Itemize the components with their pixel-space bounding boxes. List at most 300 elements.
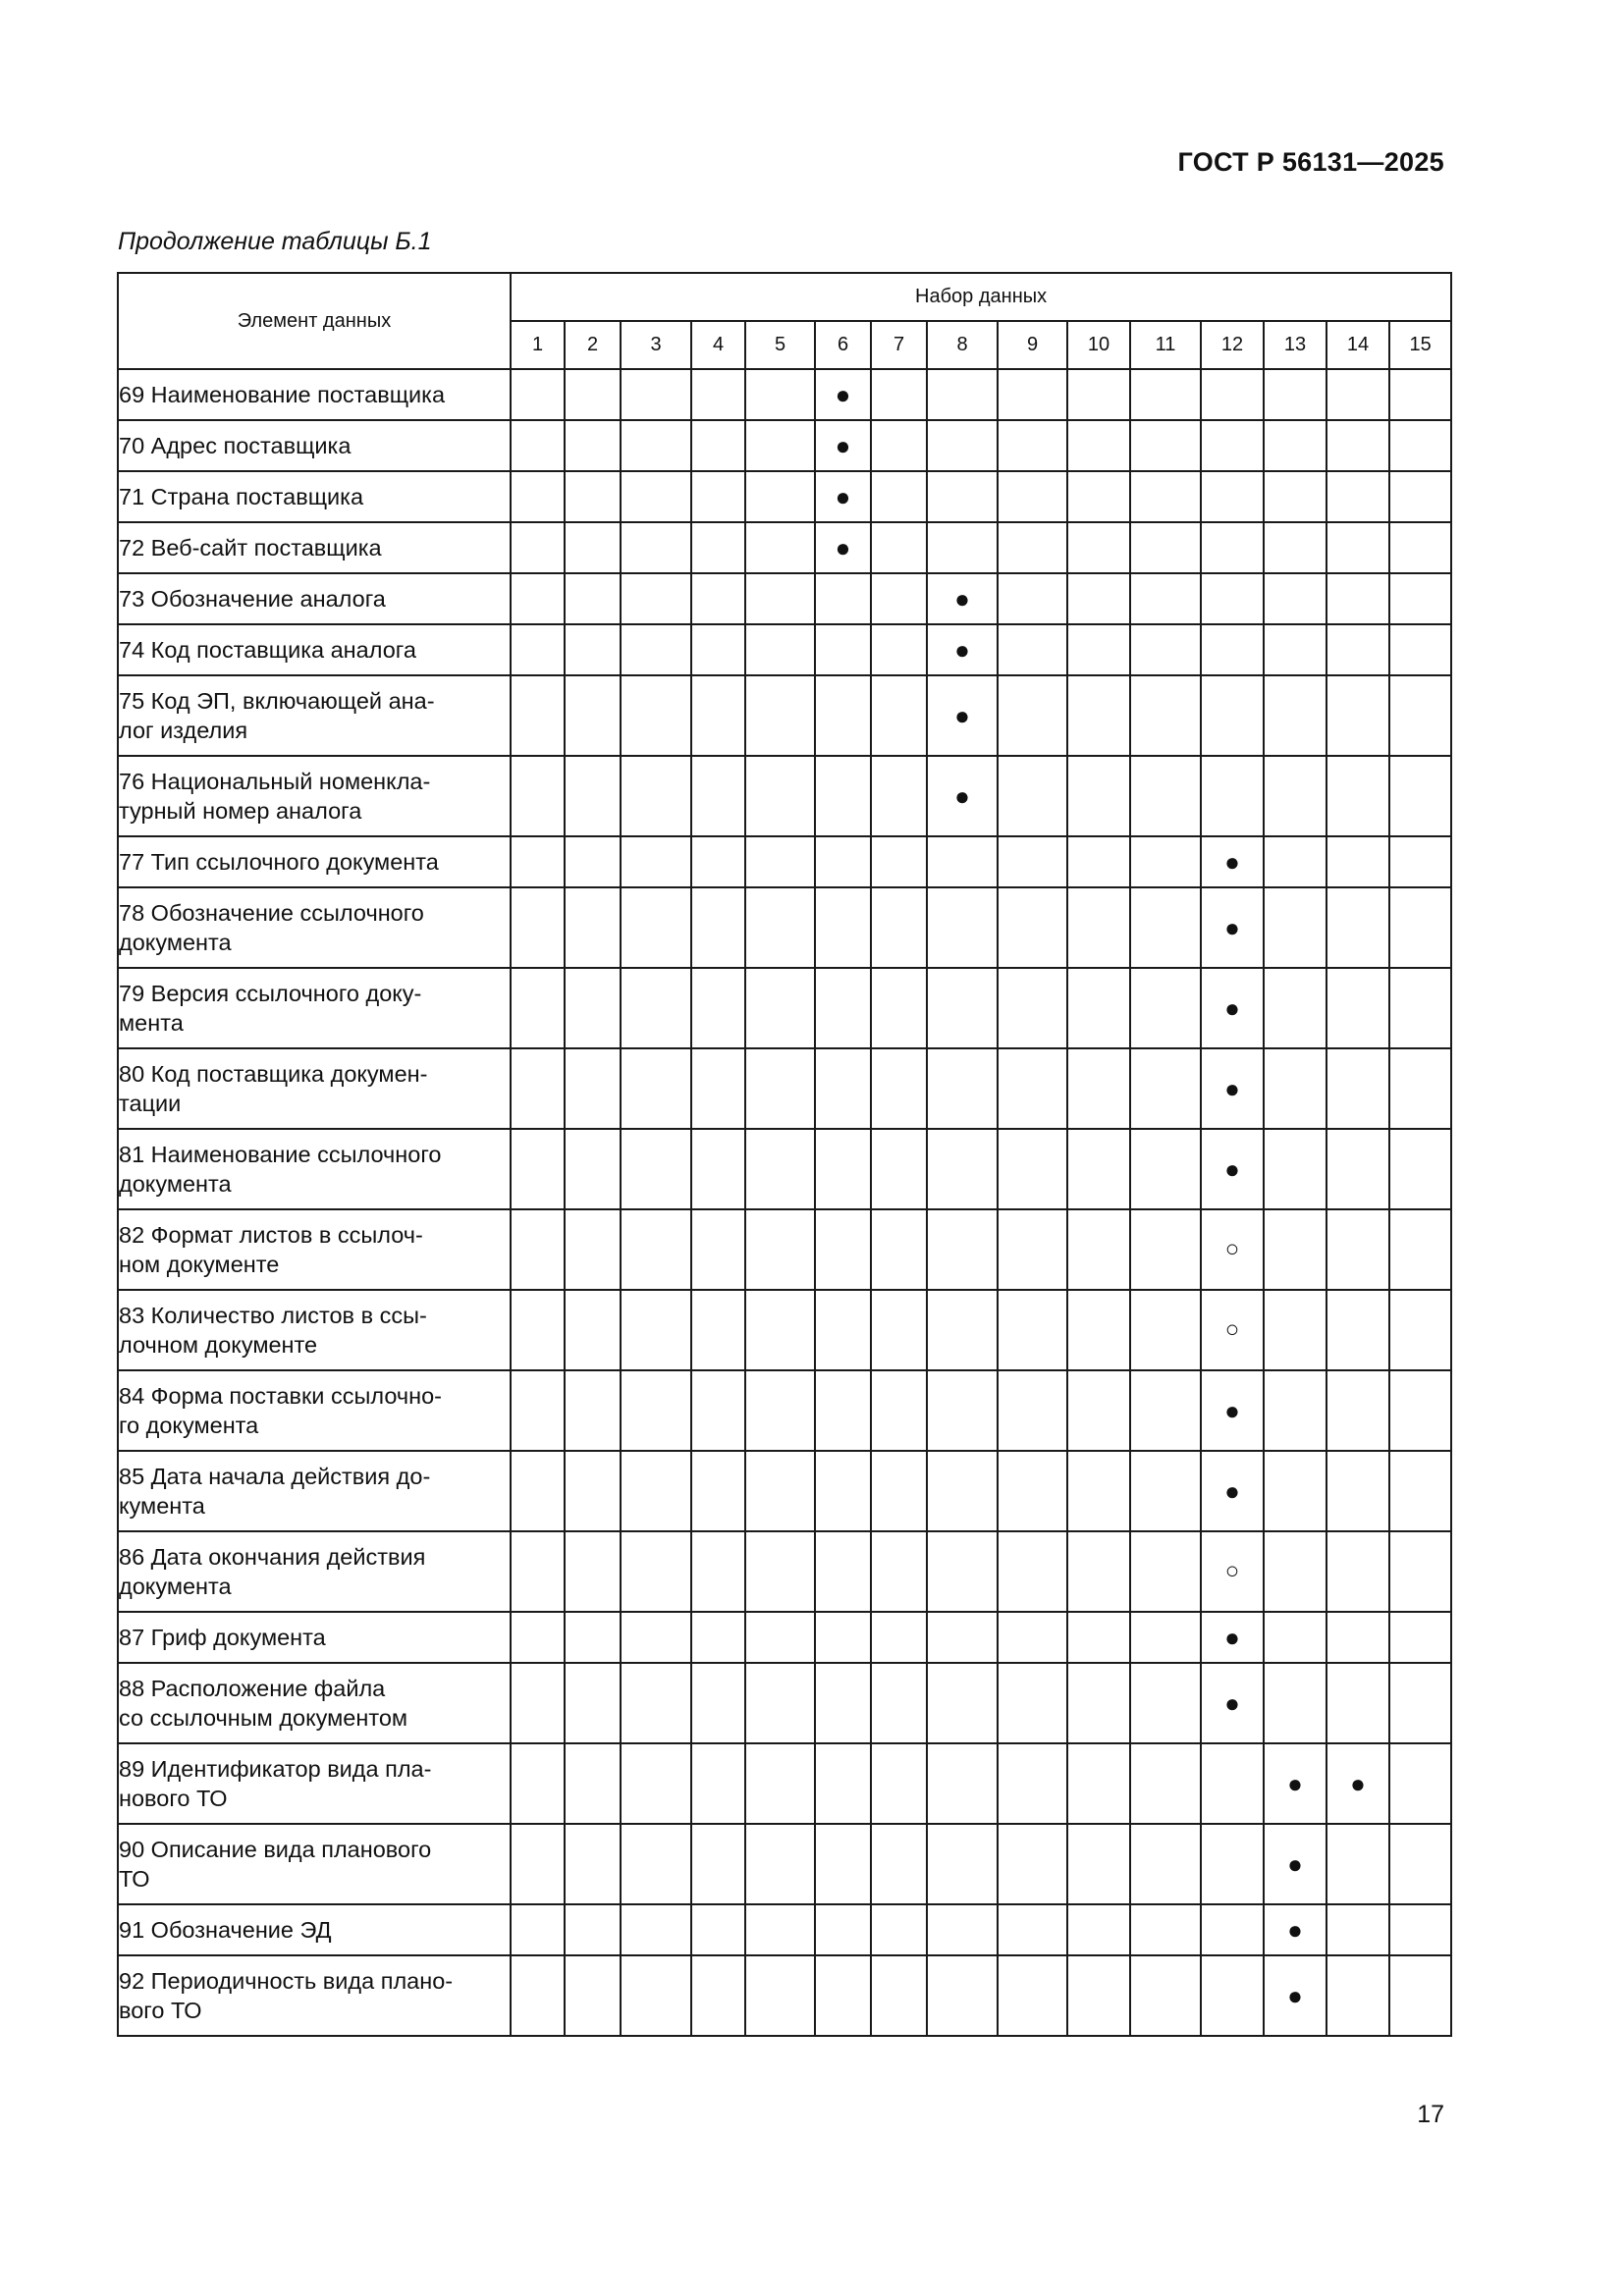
element-name: 89 Идентификатор вида пла- нового ТО <box>118 1743 511 1824</box>
set-cell-3 <box>621 1824 691 1904</box>
set-cell-11 <box>1130 1129 1201 1209</box>
set-cell-13 <box>1264 522 1326 573</box>
set-cell-13 <box>1264 1612 1326 1663</box>
table-body <box>118 369 1451 2036</box>
set-cell-7 <box>871 1824 927 1904</box>
set-cell-8 <box>927 836 998 887</box>
set-cell-4 <box>691 1824 745 1904</box>
set-cell-9 <box>998 1048 1067 1129</box>
set-cell-13 <box>1264 1663 1326 1743</box>
set-cell-15 <box>1389 369 1451 420</box>
set-cell-12 <box>1201 968 1264 1048</box>
set-cell-5 <box>745 624 815 675</box>
set-cell-9 <box>998 1290 1067 1370</box>
set-cell-3 <box>621 1955 691 2036</box>
set-cell-15 <box>1389 1451 1451 1531</box>
set-cell-13 <box>1264 968 1326 1048</box>
set-cell-10 <box>1067 968 1130 1048</box>
set-cell-5 <box>745 968 815 1048</box>
filled-circle-icon: ● <box>1224 1073 1240 1103</box>
set-cell-4 <box>691 471 745 522</box>
set-cell-9 <box>998 968 1067 1048</box>
set-cell-4 <box>691 887 745 968</box>
set-cell-14 <box>1326 968 1389 1048</box>
table-row <box>118 1129 1451 1209</box>
set-cell-13 <box>1264 1290 1326 1370</box>
set-cell-14 <box>1326 1612 1389 1663</box>
set-cell-10 <box>1067 756 1130 836</box>
element-name: 78 Обозначение ссылочного документа <box>118 887 511 968</box>
set-cell-8 <box>927 968 998 1048</box>
set-cell-7 <box>871 1612 927 1663</box>
set-cell-8 <box>927 1370 998 1451</box>
element-name: 81 Наименование ссылочного документа <box>118 1129 511 1209</box>
set-cell-8 <box>927 1209 998 1290</box>
set-cell-13 <box>1264 1209 1326 1290</box>
set-cell-3 <box>621 1290 691 1370</box>
set-cell-12 <box>1201 624 1264 675</box>
set-cell-5 <box>745 1048 815 1129</box>
set-cell-6 <box>815 420 871 471</box>
set-cell-3 <box>621 1370 691 1451</box>
set-cell-1 <box>511 1129 565 1209</box>
table-row <box>118 1663 1451 1743</box>
set-cell-8 <box>927 1290 998 1370</box>
set-cell-8 <box>927 675 998 756</box>
set-cell-11 <box>1130 1209 1201 1290</box>
element-name: 83 Количество листов в ссы- лочном документе <box>118 1290 511 1370</box>
set-cell-15 <box>1389 573 1451 624</box>
set-cell-7 <box>871 836 927 887</box>
set-cell-6 <box>815 1129 871 1209</box>
filled-circle-icon: ● <box>1224 1687 1240 1718</box>
set-cell-13 <box>1264 756 1326 836</box>
element-name: 70 Адрес поставщика <box>118 420 511 471</box>
set-cell-13 <box>1264 675 1326 756</box>
table-row <box>118 968 1451 1048</box>
column-number-11: 11 <box>1130 321 1201 369</box>
set-cell-9 <box>998 1904 1067 1955</box>
set-cell-3 <box>621 836 691 887</box>
filled-circle-icon: ● <box>954 634 970 665</box>
element-name: 84 Форма поставки ссылочно- го документа <box>118 1370 511 1451</box>
set-cell-15 <box>1389 1048 1451 1129</box>
set-cell-6 <box>815 1743 871 1824</box>
table-row <box>118 369 1451 420</box>
set-cell-3 <box>621 1904 691 1955</box>
set-cell-15 <box>1389 420 1451 471</box>
filled-circle-icon: ● <box>835 430 851 460</box>
set-cell-11 <box>1130 968 1201 1048</box>
set-cell-7 <box>871 968 927 1048</box>
set-cell-15 <box>1389 624 1451 675</box>
set-cell-2 <box>565 887 621 968</box>
set-cell-2 <box>565 1370 621 1451</box>
set-cell-1 <box>511 1048 565 1129</box>
set-cell-5 <box>745 1531 815 1612</box>
set-cell-10 <box>1067 1612 1130 1663</box>
filled-circle-icon: ● <box>1287 1848 1303 1879</box>
empty-circle-icon: ○ <box>1224 1236 1240 1262</box>
set-cell-7 <box>871 369 927 420</box>
empty-circle-icon: ○ <box>1224 1316 1240 1343</box>
set-cell-15 <box>1389 1209 1451 1290</box>
set-cell-4 <box>691 1904 745 1955</box>
set-cell-3 <box>621 573 691 624</box>
set-cell-2 <box>565 1531 621 1612</box>
set-cell-2 <box>565 420 621 471</box>
set-cell-12 <box>1201 1129 1264 1209</box>
table-row <box>118 1290 1451 1370</box>
set-cell-14 <box>1326 1048 1389 1129</box>
set-cell-6 <box>815 1663 871 1743</box>
table-row <box>118 887 1451 968</box>
set-cell-9 <box>998 420 1067 471</box>
set-cell-9 <box>998 1451 1067 1531</box>
set-cell-4 <box>691 1209 745 1290</box>
table-row <box>118 1370 1451 1451</box>
set-cell-4 <box>691 1129 745 1209</box>
set-cell-15 <box>1389 1290 1451 1370</box>
set-cell-10 <box>1067 1824 1130 1904</box>
set-cell-14 <box>1326 836 1389 887</box>
element-name: 72 Веб-сайт поставщика <box>118 522 511 573</box>
set-cell-3 <box>621 522 691 573</box>
set-cell-11 <box>1130 1743 1201 1824</box>
set-cell-11 <box>1130 1451 1201 1531</box>
set-cell-9 <box>998 1209 1067 1290</box>
set-cell-5 <box>745 1209 815 1290</box>
set-cell-10 <box>1067 1129 1130 1209</box>
set-cell-1 <box>511 968 565 1048</box>
set-cell-5 <box>745 420 815 471</box>
set-cell-9 <box>998 369 1067 420</box>
set-cell-8 <box>927 887 998 968</box>
element-name: 71 Страна поставщика <box>118 471 511 522</box>
set-cell-13 <box>1264 471 1326 522</box>
set-cell-1 <box>511 1209 565 1290</box>
set-cell-9 <box>998 1531 1067 1612</box>
set-cell-6 <box>815 887 871 968</box>
set-cell-4 <box>691 836 745 887</box>
table-row <box>118 1612 1451 1663</box>
column-number-10: 10 <box>1067 321 1130 369</box>
set-cell-7 <box>871 1904 927 1955</box>
set-cell-9 <box>998 1612 1067 1663</box>
set-cell-12 <box>1201 1290 1264 1370</box>
set-cell-10 <box>1067 471 1130 522</box>
set-cell-1 <box>511 522 565 573</box>
set-cell-9 <box>998 1743 1067 1824</box>
set-cell-9 <box>998 887 1067 968</box>
set-cell-6 <box>815 1209 871 1290</box>
set-cell-14 <box>1326 369 1389 420</box>
set-cell-2 <box>565 1451 621 1531</box>
set-cell-5 <box>745 887 815 968</box>
set-cell-7 <box>871 471 927 522</box>
set-cell-3 <box>621 1612 691 1663</box>
set-cell-3 <box>621 675 691 756</box>
filled-circle-icon: ● <box>1224 912 1240 942</box>
set-cell-9 <box>998 624 1067 675</box>
set-cell-6 <box>815 369 871 420</box>
table-caption: Продолжение таблицы Б.1 <box>118 228 432 255</box>
set-cell-11 <box>1130 1370 1201 1451</box>
set-cell-14 <box>1326 1531 1389 1612</box>
set-cell-8 <box>927 1824 998 1904</box>
table-row <box>118 836 1451 887</box>
set-cell-11 <box>1130 573 1201 624</box>
filled-circle-icon: ● <box>954 780 970 811</box>
set-cell-12 <box>1201 522 1264 573</box>
set-cell-2 <box>565 1048 621 1129</box>
set-cell-8 <box>927 1663 998 1743</box>
set-cell-6 <box>815 1904 871 1955</box>
set-cell-3 <box>621 1048 691 1129</box>
set-cell-8 <box>927 1531 998 1612</box>
set-cell-1 <box>511 1531 565 1612</box>
set-cell-15 <box>1389 1904 1451 1955</box>
set-cell-4 <box>691 420 745 471</box>
set-cell-13 <box>1264 1531 1326 1612</box>
set-cell-14 <box>1326 471 1389 522</box>
set-cell-8 <box>927 1451 998 1531</box>
set-cell-4 <box>691 1743 745 1824</box>
set-cell-1 <box>511 1612 565 1663</box>
set-cell-15 <box>1389 471 1451 522</box>
set-cell-5 <box>745 1370 815 1451</box>
table-row <box>118 1824 1451 1904</box>
set-cell-6 <box>815 624 871 675</box>
set-cell-4 <box>691 1531 745 1612</box>
set-cell-14 <box>1326 756 1389 836</box>
document-code: ГОСТ Р 56131—2025 <box>1177 147 1444 177</box>
table-row <box>118 624 1451 675</box>
set-cell-15 <box>1389 1370 1451 1451</box>
set-cell-14 <box>1326 675 1389 756</box>
filled-circle-icon: ● <box>835 532 851 562</box>
set-cell-11 <box>1130 1824 1201 1904</box>
set-cell-15 <box>1389 522 1451 573</box>
set-cell-13 <box>1264 1048 1326 1129</box>
set-cell-5 <box>745 1290 815 1370</box>
set-cell-7 <box>871 1048 927 1129</box>
set-cell-3 <box>621 1209 691 1290</box>
column-number-7: 7 <box>871 321 927 369</box>
set-cell-12 <box>1201 1663 1264 1743</box>
set-cell-8 <box>927 624 998 675</box>
set-cell-10 <box>1067 573 1130 624</box>
set-cell-3 <box>621 1129 691 1209</box>
set-cell-6 <box>815 756 871 836</box>
set-cell-7 <box>871 1531 927 1612</box>
filled-circle-icon: ● <box>1287 1768 1303 1798</box>
set-cell-12 <box>1201 1209 1264 1290</box>
set-cell-1 <box>511 836 565 887</box>
set-cell-14 <box>1326 1904 1389 1955</box>
set-cell-4 <box>691 1612 745 1663</box>
set-cell-5 <box>745 1612 815 1663</box>
set-cell-11 <box>1130 471 1201 522</box>
set-cell-10 <box>1067 1663 1130 1743</box>
filled-circle-icon: ● <box>1224 846 1240 877</box>
element-name: 75 Код ЭП, включающей ана- лог изделия <box>118 675 511 756</box>
set-cell-7 <box>871 1209 927 1290</box>
element-name: 76 Национальный номенкла- турный номер аналога <box>118 756 511 836</box>
set-cell-14 <box>1326 887 1389 968</box>
set-cell-2 <box>565 1743 621 1824</box>
table-row <box>118 522 1451 573</box>
set-cell-15 <box>1389 675 1451 756</box>
table-row <box>118 573 1451 624</box>
element-name: 88 Расположение файла со ссылочным документом <box>118 1663 511 1743</box>
filled-circle-icon: ● <box>835 379 851 409</box>
set-cell-15 <box>1389 756 1451 836</box>
element-name: 82 Формат листов в ссылоч- ном документе <box>118 1209 511 1290</box>
set-cell-8 <box>927 1743 998 1824</box>
set-cell-13 <box>1264 1451 1326 1531</box>
set-cell-12 <box>1201 1824 1264 1904</box>
set-cell-9 <box>998 471 1067 522</box>
set-cell-10 <box>1067 522 1130 573</box>
set-cell-10 <box>1067 624 1130 675</box>
set-cell-2 <box>565 1824 621 1904</box>
set-cell-8 <box>927 1048 998 1129</box>
set-cell-14 <box>1326 522 1389 573</box>
set-cell-12 <box>1201 1531 1264 1612</box>
set-cell-13 <box>1264 573 1326 624</box>
element-name: 77 Тип ссылочного документа <box>118 836 511 887</box>
set-cell-11 <box>1130 1955 1201 2036</box>
set-cell-2 <box>565 968 621 1048</box>
set-cell-4 <box>691 1370 745 1451</box>
column-number-12: 12 <box>1201 321 1264 369</box>
set-cell-1 <box>511 1663 565 1743</box>
set-cell-7 <box>871 420 927 471</box>
set-cell-15 <box>1389 1612 1451 1663</box>
element-column-header: Элемент данных <box>118 273 511 369</box>
element-name: 74 Код поставщика аналога <box>118 624 511 675</box>
set-cell-4 <box>691 1663 745 1743</box>
column-number-14: 14 <box>1326 321 1389 369</box>
set-cell-5 <box>745 369 815 420</box>
table-row <box>118 1743 1451 1824</box>
set-cell-1 <box>511 756 565 836</box>
set-cell-15 <box>1389 1824 1451 1904</box>
set-cell-12 <box>1201 1955 1264 2036</box>
set-cell-5 <box>745 675 815 756</box>
set-cell-6 <box>815 1451 871 1531</box>
set-cell-9 <box>998 1370 1067 1451</box>
set-cell-12 <box>1201 1743 1264 1824</box>
set-cell-6 <box>815 522 871 573</box>
set-cell-13 <box>1264 1129 1326 1209</box>
set-cell-10 <box>1067 1743 1130 1824</box>
set-cell-7 <box>871 675 927 756</box>
set-cell-13 <box>1264 1904 1326 1955</box>
set-cell-2 <box>565 1290 621 1370</box>
column-number-2: 2 <box>565 321 621 369</box>
set-cell-2 <box>565 836 621 887</box>
set-cell-9 <box>998 1824 1067 1904</box>
set-cell-10 <box>1067 1290 1130 1370</box>
set-cell-6 <box>815 836 871 887</box>
set-cell-9 <box>998 522 1067 573</box>
set-cell-11 <box>1130 624 1201 675</box>
set-cell-14 <box>1326 1290 1389 1370</box>
filled-circle-icon: ● <box>1224 1395 1240 1425</box>
set-cell-2 <box>565 756 621 836</box>
set-cell-15 <box>1389 1663 1451 1743</box>
table-row <box>118 1531 1451 1612</box>
column-number-6: 6 <box>815 321 871 369</box>
set-cell-5 <box>745 756 815 836</box>
column-number-15: 15 <box>1389 321 1451 369</box>
set-cell-2 <box>565 1129 621 1209</box>
element-name: 80 Код поставщика докумен- тации <box>118 1048 511 1129</box>
table-row <box>118 756 1451 836</box>
set-cell-11 <box>1130 756 1201 836</box>
set-cell-11 <box>1130 887 1201 968</box>
set-cell-14 <box>1326 1129 1389 1209</box>
set-cell-5 <box>745 573 815 624</box>
set-cell-6 <box>815 1531 871 1612</box>
element-name: 92 Периодичность вида плано- вого ТО <box>118 1955 511 2036</box>
set-cell-13 <box>1264 1743 1326 1824</box>
set-cell-1 <box>511 1955 565 2036</box>
element-name: 87 Гриф документа <box>118 1612 511 1663</box>
set-cell-1 <box>511 1451 565 1531</box>
set-cell-14 <box>1326 1824 1389 1904</box>
set-cell-7 <box>871 1370 927 1451</box>
table-row <box>118 1048 1451 1129</box>
set-cell-5 <box>745 836 815 887</box>
set-cell-4 <box>691 624 745 675</box>
set-cell-4 <box>691 756 745 836</box>
filled-circle-icon: ● <box>1287 1914 1303 1945</box>
set-cell-8 <box>927 1955 998 2036</box>
table-row <box>118 1904 1451 1955</box>
set-cell-4 <box>691 675 745 756</box>
element-name: 85 Дата начала действия до- кумента <box>118 1451 511 1531</box>
set-cell-13 <box>1264 836 1326 887</box>
set-cell-9 <box>998 756 1067 836</box>
set-cell-9 <box>998 675 1067 756</box>
set-cell-12 <box>1201 1370 1264 1451</box>
set-cell-7 <box>871 573 927 624</box>
data-set-header: Набор данных <box>511 273 1451 321</box>
set-cell-10 <box>1067 887 1130 968</box>
set-cell-8 <box>927 756 998 836</box>
set-cell-12 <box>1201 887 1264 968</box>
empty-circle-icon: ○ <box>1224 1558 1240 1584</box>
column-number-8: 8 <box>927 321 998 369</box>
set-cell-14 <box>1326 1955 1389 2036</box>
set-cell-5 <box>745 1743 815 1824</box>
set-cell-1 <box>511 471 565 522</box>
filled-circle-icon: ● <box>1350 1768 1366 1798</box>
set-cell-3 <box>621 369 691 420</box>
filled-circle-icon: ● <box>1224 992 1240 1023</box>
set-cell-5 <box>745 522 815 573</box>
set-cell-10 <box>1067 1209 1130 1290</box>
set-cell-2 <box>565 471 621 522</box>
set-cell-12 <box>1201 675 1264 756</box>
element-name: 69 Наименование поставщика <box>118 369 511 420</box>
set-cell-10 <box>1067 420 1130 471</box>
column-number-3: 3 <box>621 321 691 369</box>
set-cell-1 <box>511 887 565 968</box>
